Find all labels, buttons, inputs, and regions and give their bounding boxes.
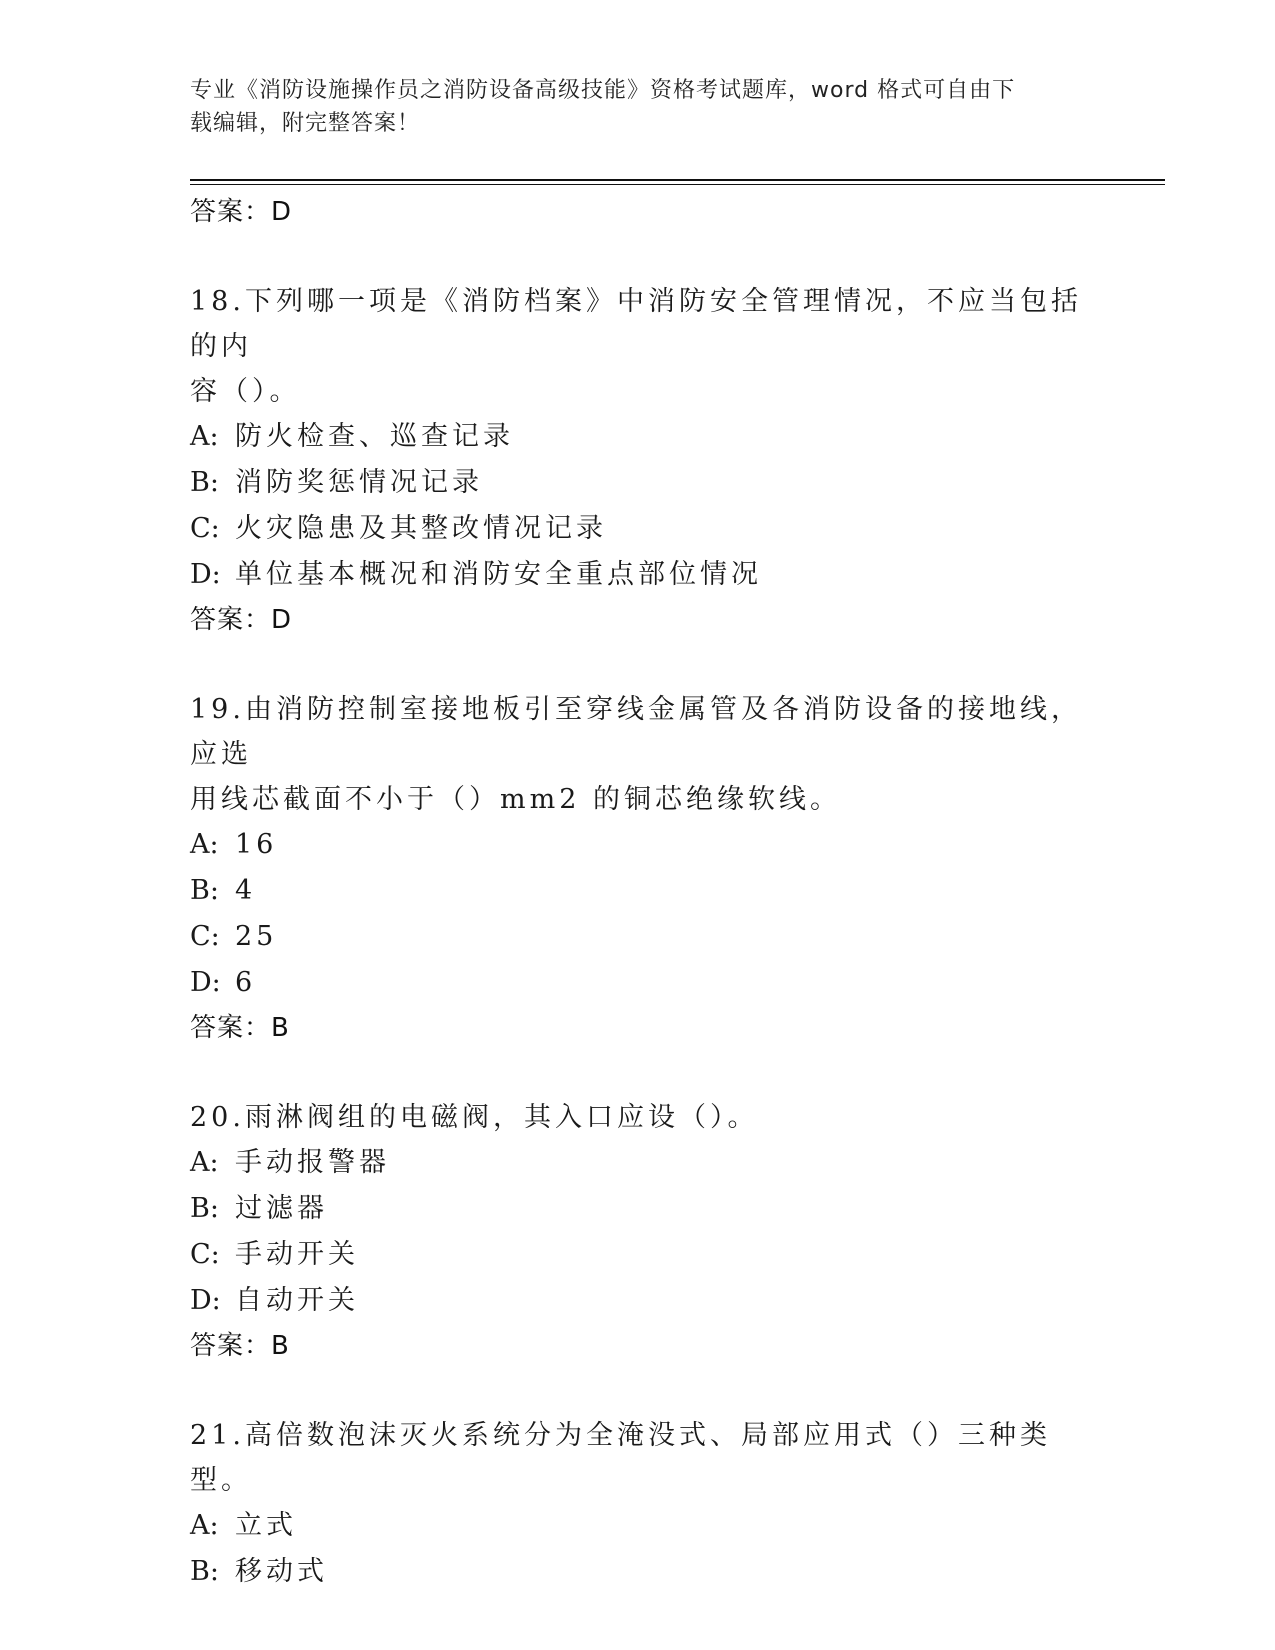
question-stem-line-1: 20.雨淋阀组的电磁阀，其入口应设（）。 [190,1102,759,1133]
question-stem [190,1413,1090,1503]
option-letter: A: [190,829,219,860]
option-letter: B: [190,1556,219,1587]
option-text: 过滤器 [235,1193,328,1224]
question-stem [190,1095,1090,1140]
option-b [190,1186,1090,1232]
option-text: 火灾隐患及其整改情况记录 [235,513,607,544]
option-text: 消防奖惩情况记录 [235,467,483,498]
question-stem [190,279,1090,414]
option-text: 移动式 [235,1556,328,1587]
option-d [190,960,1090,1006]
option-b [190,868,1090,914]
option-letter: B: [190,467,219,498]
option-d [190,552,1090,598]
header-divider-thick [190,179,1165,181]
answer-line: 答案：B [190,1013,290,1043]
question-21 [190,1413,1090,1595]
option-text: 自动开关 [235,1285,359,1316]
question-18 [190,279,1090,642]
question-list [190,190,1090,1595]
option-a [190,1503,1090,1549]
option-text: 手动报警器 [235,1147,390,1178]
option-c [190,506,1090,552]
option-letter: C: [190,1239,220,1270]
question-stem-line-2: 容（）。 [190,376,301,407]
option-letter: D: [190,1285,221,1316]
question-stem-line-1: 21.高倍数泡沫灭火系统分为全淹没式、局部应用式（）三种类型。 [190,1420,1051,1496]
question-stem-line-1: 18.下列哪一项是《消防档案》中消防安全管理情况，不应当包括的内 [190,286,1082,362]
option-text: 6 [235,967,257,998]
answer-line: 答案：D [190,605,293,635]
question-stem-line-1: 19.由消防控制室接地板引至穿线金属管及各消防设备的接地线，应选 [190,694,1082,770]
question-stem [190,687,1090,822]
header-line-1: 专业《消防设施操作员之消防设备高级技能》资格考试题库，word 格式可自由下 [190,78,1016,103]
option-letter: A: [190,1147,219,1178]
option-letter: B: [190,1193,219,1224]
option-a [190,414,1090,460]
question-19 [190,687,1090,1050]
option-letter: C: [190,921,220,952]
option-b [190,1549,1090,1595]
header-divider-thin [190,184,1165,185]
question-20 [190,1095,1090,1368]
option-text: 防火检查、巡查记录 [235,421,514,452]
option-a [190,822,1090,868]
option-letter: A: [190,1510,219,1541]
option-b [190,460,1090,506]
option-text: 单位基本概况和消防安全重点部位情况 [235,559,762,590]
option-c [190,1232,1090,1278]
option-c [190,914,1090,960]
option-letter: D: [190,967,221,998]
option-text: 25 [235,921,278,952]
option-text: 16 [235,829,278,860]
option-text: 4 [235,875,257,906]
option-letter: B: [190,875,219,906]
question-stem-line-2: 用线芯截面不小于（）mm2 的铜芯绝缘软线。 [190,784,841,815]
answer-line: 答案：B [190,1331,290,1361]
document-header [190,74,1090,140]
option-text: 手动开关 [235,1239,359,1270]
option-d [190,1278,1090,1324]
option-letter: D: [190,559,221,590]
previous-answer: 答案：D [190,197,293,227]
option-letter: A: [190,421,219,452]
option-letter: C: [190,513,220,544]
option-a [190,1140,1090,1186]
header-line-2: 载编辑，附完整答案！ [190,111,421,136]
option-text: 立式 [235,1510,297,1541]
